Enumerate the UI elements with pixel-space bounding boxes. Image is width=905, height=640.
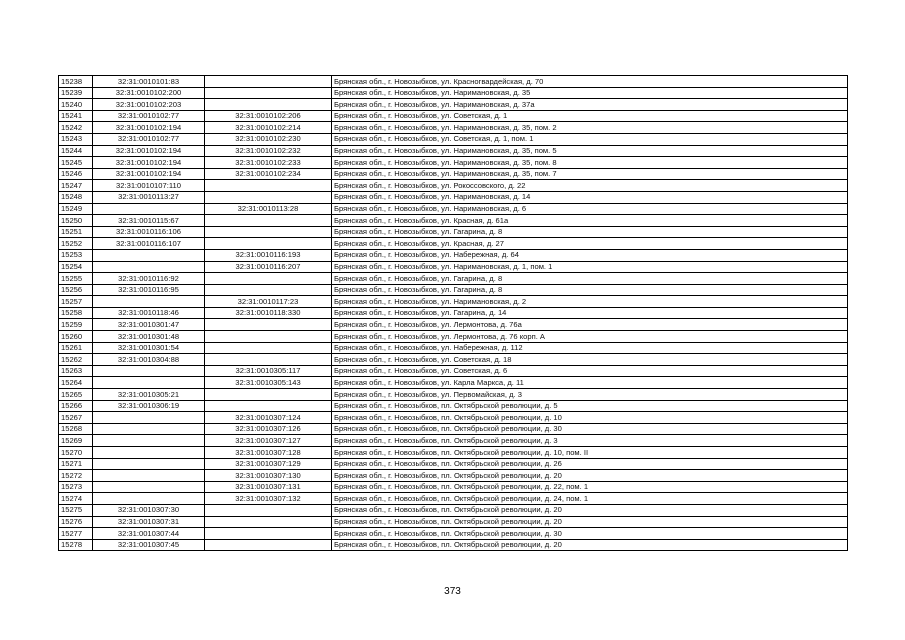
building-number-cell: 32:31:0010307:129 — [205, 458, 332, 470]
row-number-cell: 15275 — [59, 504, 93, 516]
table-row — [59, 516, 848, 528]
building-number-cell — [205, 284, 332, 296]
building-number-cell — [205, 319, 332, 331]
row-number-cell: 15246 — [59, 168, 93, 180]
row-number-cell: 15243 — [59, 133, 93, 145]
building-number-cell: 32:31:0010307:124 — [205, 412, 332, 424]
table-row — [59, 168, 848, 180]
table-row — [59, 319, 848, 331]
address-cell: Брянская обл., г. Новозыбков, пл. Октябрьской революции, д. 30 — [332, 528, 848, 540]
row-number-cell: 15268 — [59, 423, 93, 435]
building-number-cell — [205, 331, 332, 343]
table-row — [59, 470, 848, 482]
address-cell: Брянская обл., г. Новозыбков, ул. Красная, д. 27 — [332, 238, 848, 250]
table-row — [59, 458, 848, 470]
page-number: 373 — [444, 586, 461, 597]
row-number-cell: 15264 — [59, 377, 93, 389]
cadastral-number-cell: 32:31:0010306:19 — [93, 400, 205, 412]
address-cell: Брянская обл., г. Новозыбков, пл. Октябрьской революции, д. 22, пом. 1 — [332, 481, 848, 493]
table-row — [59, 412, 848, 424]
building-number-cell: 32:31:0010307:131 — [205, 481, 332, 493]
building-number-cell: 32:31:0010307:126 — [205, 423, 332, 435]
building-number-cell: 32:31:0010307:128 — [205, 447, 332, 459]
registry-table-body — [59, 76, 848, 551]
table-row — [59, 354, 848, 366]
table-row — [59, 110, 848, 122]
cadastral-number-cell: 32:31:0010113:27 — [93, 191, 205, 203]
table-row — [59, 493, 848, 505]
address-cell: Брянская обл., г. Новозыбков, ул. Лермонтова, д. 76 корп. А — [332, 331, 848, 343]
row-number-cell: 15252 — [59, 238, 93, 250]
cadastral-number-cell — [93, 493, 205, 505]
building-number-cell — [205, 226, 332, 238]
table-row — [59, 528, 848, 540]
table-row — [59, 191, 848, 203]
address-cell: Брянская обл., г. Новозыбков, пл. Октябрьской революции, д. 30 — [332, 423, 848, 435]
table-row — [59, 481, 848, 493]
table-row — [59, 215, 848, 227]
building-number-cell: 32:31:0010307:127 — [205, 435, 332, 447]
cadastral-number-cell: 32:31:0010118:46 — [93, 307, 205, 319]
table-row — [59, 284, 848, 296]
address-cell: Брянская обл., г. Новозыбков, ул. Лермонтова, д. 76а — [332, 319, 848, 331]
row-number-cell: 15277 — [59, 528, 93, 540]
table-row — [59, 226, 848, 238]
row-number-cell: 15270 — [59, 447, 93, 459]
table-row — [59, 447, 848, 459]
row-number-cell: 15266 — [59, 400, 93, 412]
table-row — [59, 504, 848, 516]
row-number-cell: 15244 — [59, 145, 93, 157]
row-number-cell: 15263 — [59, 365, 93, 377]
building-number-cell — [205, 539, 332, 551]
address-cell: Брянская обл., г. Новозыбков, ул. Рокоссовского, д. 22 — [332, 180, 848, 192]
table-row — [59, 145, 848, 157]
cadastral-number-cell — [93, 435, 205, 447]
building-number-cell — [205, 238, 332, 250]
address-cell: Брянская обл., г. Новозыбков, ул. Наримановская, д. 35, пом. 2 — [332, 122, 848, 134]
cadastral-number-cell — [93, 377, 205, 389]
address-cell: Брянская обл., г. Новозыбков, ул. Гагарина, д. 14 — [332, 307, 848, 319]
row-number-cell: 15273 — [59, 481, 93, 493]
cadastral-number-cell — [93, 423, 205, 435]
address-cell: Брянская обл., г. Новозыбков, ул. Советская, д. 1 — [332, 110, 848, 122]
row-number-cell: 15278 — [59, 539, 93, 551]
address-cell: Брянская обл., г. Новозыбков, пл. Октябрьской революции, д. 20 — [332, 504, 848, 516]
row-number-cell: 15240 — [59, 99, 93, 111]
row-number-cell: 15271 — [59, 458, 93, 470]
cadastral-number-cell: 32:31:0010102:77 — [93, 133, 205, 145]
row-number-cell: 15262 — [59, 354, 93, 366]
row-number-cell: 15254 — [59, 261, 93, 273]
cadastral-number-cell: 32:31:0010116:107 — [93, 238, 205, 250]
registry-table — [58, 75, 848, 551]
row-number-cell: 15238 — [59, 76, 93, 88]
address-cell: Брянская обл., г. Новозыбков, ул. Красногвардейская, д. 70 — [332, 76, 848, 88]
row-number-cell: 15247 — [59, 180, 93, 192]
building-number-cell: 32:31:0010307:132 — [205, 493, 332, 505]
address-cell: Брянская обл., г. Новозыбков, ул. Наримановская, д. 35 — [332, 87, 848, 99]
address-cell: Брянская обл., г. Новозыбков, пл. Октябрьской революции, д. 20 — [332, 516, 848, 528]
address-cell: Брянская обл., г. Новозыбков, ул. Гагарина, д. 8 — [332, 284, 848, 296]
building-number-cell: 32:31:0010116:207 — [205, 261, 332, 273]
row-number-cell: 15257 — [59, 296, 93, 308]
cadastral-number-cell: 32:31:0010116:92 — [93, 273, 205, 285]
cadastral-number-cell — [93, 481, 205, 493]
address-cell: Брянская обл., г. Новозыбков, пл. Октябрьской революции, д. 10 — [332, 412, 848, 424]
table-row — [59, 435, 848, 447]
row-number-cell: 15269 — [59, 435, 93, 447]
address-cell: Брянская обл., г. Новозыбков, ул. Советская, д. 1, пом. 1 — [332, 133, 848, 145]
building-number-cell: 32:31:0010102:214 — [205, 122, 332, 134]
address-cell: Брянская обл., г. Новозыбков, ул. Советская, д. 18 — [332, 354, 848, 366]
row-number-cell: 15253 — [59, 249, 93, 261]
address-cell: Брянская обл., г. Новозыбков, ул. Набережная, д. 112 — [332, 342, 848, 354]
address-cell: Брянская обл., г. Новозыбков, ул. Красная, д. 61а — [332, 215, 848, 227]
building-number-cell — [205, 528, 332, 540]
cadastral-number-cell: 32:31:0010301:54 — [93, 342, 205, 354]
cadastral-number-cell: 32:31:0010301:47 — [93, 319, 205, 331]
address-cell: Брянская обл., г. Новозыбков, ул. Гагарина, д. 8 — [332, 273, 848, 285]
building-number-cell — [205, 76, 332, 88]
cadastral-number-cell: 32:31:0010102:194 — [93, 157, 205, 169]
cadastral-number-cell — [93, 447, 205, 459]
table-row — [59, 331, 848, 343]
cadastral-number-cell: 32:31:0010307:44 — [93, 528, 205, 540]
cadastral-number-cell — [93, 296, 205, 308]
address-cell: Брянская обл., г. Новозыбков, пл. Октябрьской революции, д. 24, пом. 1 — [332, 493, 848, 505]
address-cell: Брянская обл., г. Новозыбков, пл. Октябрьской революции, д. 26 — [332, 458, 848, 470]
cadastral-number-cell: 32:31:0010102:194 — [93, 168, 205, 180]
table-row — [59, 180, 848, 192]
table-row — [59, 389, 848, 401]
table-row — [59, 122, 848, 134]
building-number-cell: 32:31:0010118:330 — [205, 307, 332, 319]
table-row — [59, 400, 848, 412]
table-row — [59, 273, 848, 285]
table-row — [59, 296, 848, 308]
building-number-cell: 32:31:0010113:28 — [205, 203, 332, 215]
cadastral-number-cell — [93, 261, 205, 273]
table-row — [59, 307, 848, 319]
address-cell: Брянская обл., г. Новозыбков, пл. Октябрьской революции, д. 3 — [332, 435, 848, 447]
table-row — [59, 238, 848, 250]
row-number-cell: 15259 — [59, 319, 93, 331]
address-cell: Брянская обл., г. Новозыбков, ул. Наримановская, д. 14 — [332, 191, 848, 203]
row-number-cell: 15249 — [59, 203, 93, 215]
table-row — [59, 87, 848, 99]
table-row — [59, 342, 848, 354]
row-number-cell: 15255 — [59, 273, 93, 285]
table-row — [59, 133, 848, 145]
cadastral-number-cell: 32:31:0010304:88 — [93, 354, 205, 366]
building-number-cell — [205, 215, 332, 227]
building-number-cell: 32:31:0010305:143 — [205, 377, 332, 389]
row-number-cell: 15274 — [59, 493, 93, 505]
cadastral-number-cell — [93, 365, 205, 377]
address-cell: Брянская обл., г. Новозыбков, ул. Карла Маркса, д. 11 — [332, 377, 848, 389]
row-number-cell: 15245 — [59, 157, 93, 169]
address-cell: Брянская обл., г. Новозыбков, ул. Наримановская, д. 37а — [332, 99, 848, 111]
row-number-cell: 15265 — [59, 389, 93, 401]
cadastral-number-cell: 32:31:0010102:77 — [93, 110, 205, 122]
table-row — [59, 261, 848, 273]
cadastral-number-cell: 32:31:0010102:203 — [93, 99, 205, 111]
building-number-cell: 32:31:0010102:233 — [205, 157, 332, 169]
row-number-cell: 15241 — [59, 110, 93, 122]
address-cell: Брянская обл., г. Новозыбков, ул. Гагарина, д. 8 — [332, 226, 848, 238]
cadastral-number-cell: 32:31:0010301:48 — [93, 331, 205, 343]
address-cell: Брянская обл., г. Новозыбков, пл. Октябрьской революции, д. 10, пом. II — [332, 447, 848, 459]
address-cell: Брянская обл., г. Новозыбков, ул. Набережная, д. 64 — [332, 249, 848, 261]
cadastral-number-cell: 32:31:0010107:110 — [93, 180, 205, 192]
building-number-cell — [205, 400, 332, 412]
row-number-cell: 15258 — [59, 307, 93, 319]
table-row — [59, 365, 848, 377]
cadastral-number-cell: 32:31:0010305:21 — [93, 389, 205, 401]
address-cell: Брянская обл., г. Новозыбков, пл. Октябрьской революции, д. 5 — [332, 400, 848, 412]
table-row — [59, 539, 848, 551]
row-number-cell: 15260 — [59, 331, 93, 343]
row-number-cell: 15272 — [59, 470, 93, 482]
address-cell: Брянская обл., г. Новозыбков, ул. Наримановская, д. 35, пом. 5 — [332, 145, 848, 157]
cadastral-number-cell — [93, 470, 205, 482]
building-number-cell: 32:31:0010102:206 — [205, 110, 332, 122]
row-number-cell: 15250 — [59, 215, 93, 227]
building-number-cell — [205, 504, 332, 516]
cadastral-number-cell — [93, 249, 205, 261]
row-number-cell: 15242 — [59, 122, 93, 134]
building-number-cell — [205, 342, 332, 354]
building-number-cell — [205, 191, 332, 203]
cadastral-number-cell — [93, 412, 205, 424]
cadastral-number-cell: 32:31:0010307:45 — [93, 539, 205, 551]
cadastral-number-cell: 32:31:0010307:31 — [93, 516, 205, 528]
table-row — [59, 203, 848, 215]
building-number-cell — [205, 87, 332, 99]
building-number-cell: 32:31:0010307:130 — [205, 470, 332, 482]
cadastral-number-cell: 32:31:0010116:95 — [93, 284, 205, 296]
address-cell: Брянская обл., г. Новозыбков, ул. Советская, д. 6 — [332, 365, 848, 377]
address-cell: Брянская обл., г. Новозыбков, ул. Наримановская, д. 2 — [332, 296, 848, 308]
cadastral-number-cell: 32:31:0010102:194 — [93, 145, 205, 157]
building-number-cell: 32:31:0010305:117 — [205, 365, 332, 377]
building-number-cell — [205, 180, 332, 192]
building-number-cell: 32:31:0010116:193 — [205, 249, 332, 261]
cadastral-number-cell: 32:31:0010101:83 — [93, 76, 205, 88]
building-number-cell: 32:31:0010117:23 — [205, 296, 332, 308]
building-number-cell — [205, 354, 332, 366]
address-cell: Брянская обл., г. Новозыбков, ул. Первомайская, д. 3 — [332, 389, 848, 401]
cadastral-number-cell — [93, 458, 205, 470]
table-row — [59, 249, 848, 261]
row-number-cell: 15248 — [59, 191, 93, 203]
row-number-cell: 15256 — [59, 284, 93, 296]
cadastral-number-cell: 32:31:0010115:67 — [93, 215, 205, 227]
table-row — [59, 423, 848, 435]
building-number-cell — [205, 389, 332, 401]
cadastral-number-cell: 32:31:0010102:194 — [93, 122, 205, 134]
address-cell: Брянская обл., г. Новозыбков, ул. Наримановская, д. 35, пом. 7 — [332, 168, 848, 180]
address-cell: Брянская обл., г. Новозыбков, ул. Наримановская, д. 35, пом. 8 — [332, 157, 848, 169]
address-cell: Брянская обл., г. Новозыбков, ул. Наримановская, д. 6 — [332, 203, 848, 215]
building-number-cell: 32:31:0010102:230 — [205, 133, 332, 145]
cadastral-number-cell: 32:31:0010307:30 — [93, 504, 205, 516]
table-row — [59, 76, 848, 88]
table-row — [59, 99, 848, 111]
address-cell: Брянская обл., г. Новозыбков, пл. Октябрьской революции, д. 20 — [332, 470, 848, 482]
row-number-cell: 15267 — [59, 412, 93, 424]
address-cell: Брянская обл., г. Новозыбков, ул. Наримановская, д. 1, пом. 1 — [332, 261, 848, 273]
address-cell: Брянская обл., г. Новозыбков, пл. Октябрьской революции, д. 20 — [332, 539, 848, 551]
cadastral-number-cell: 32:31:0010116:106 — [93, 226, 205, 238]
row-number-cell: 15251 — [59, 226, 93, 238]
row-number-cell: 15261 — [59, 342, 93, 354]
cadastral-number-cell: 32:31:0010102:200 — [93, 87, 205, 99]
building-number-cell: 32:31:0010102:234 — [205, 168, 332, 180]
table-row — [59, 157, 848, 169]
building-number-cell — [205, 99, 332, 111]
cadastral-number-cell — [93, 203, 205, 215]
row-number-cell: 15276 — [59, 516, 93, 528]
building-number-cell: 32:31:0010102:232 — [205, 145, 332, 157]
building-number-cell — [205, 516, 332, 528]
building-number-cell — [205, 273, 332, 285]
row-number-cell: 15239 — [59, 87, 93, 99]
table-row — [59, 377, 848, 389]
